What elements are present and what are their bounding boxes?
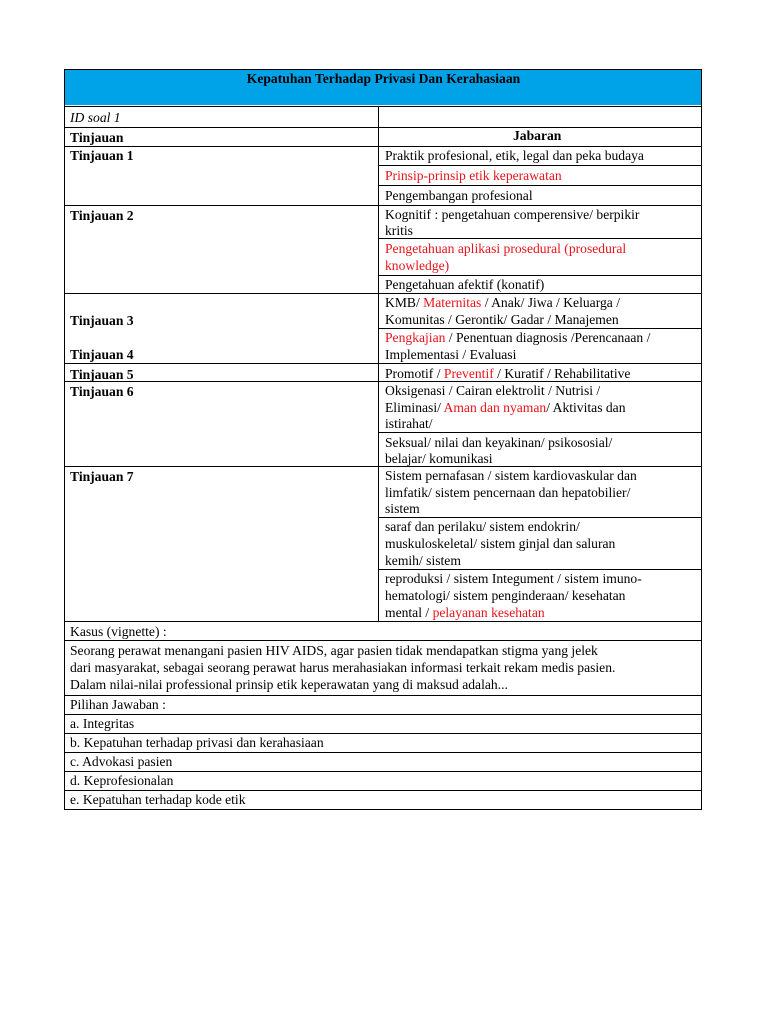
jabaran-3: Pengembangan profesional [385,188,533,203]
option-e[interactable]: e. Kepatuhan terhadap kode etik [70,792,246,807]
tinjauan-2: Tinjauan 2 [70,208,134,223]
jabaran-4-line1: Kognitif : pengetahuan comperensive/ berpikir [385,207,640,222]
pilihan-label: Pilihan Jawaban : [70,697,166,712]
jabaran-9: Promotif / Preventif / Kuratif / Rehabilitative [385,366,631,381]
option-d[interactable]: d. Keprofesionalan [70,773,174,788]
jabaran-6: Pengetahuan afektif (konatif) [385,277,545,292]
kasus-text-line1: Seorang perawat menangani pasien HIV AIDS, agar pasien tidak mendapatkan stigma yang jelek [70,643,598,658]
page-title: Kepatuhan Terhadap Privasi Dan Kerahasiaan [246,71,521,86]
jabaran-11-line2: belajar/ komunikasi [385,451,493,466]
jabaran-12-line2: limfatik/ sistem pencernaan dan hepatobilier/ [385,485,631,500]
jabaran-2: Prinsip-prinsip etik keperawatan [385,168,562,183]
col-header-tinjauan: Tinjauan [70,130,124,145]
kasus-label: Kasus (vignette) : [70,624,167,639]
option-a[interactable]: a. Integritas [70,716,135,731]
jabaran-12-line1: Sistem pernafasan / sistem kardiovaskular dan [385,468,637,483]
tinjauan-4: Tinjauan 4 [70,347,134,362]
jabaran-10-line2: Eliminasi/ Aman dan nyaman/ Aktivitas dan [385,400,626,415]
kasus-text-line2: dari masyarakat, sebagai seorang perawat harus merahasiakan informasi terkait rekam medis pasien. [70,660,616,675]
option-b[interactable]: b. Kepatuhan terhadap privasi dan kerahasiaan [70,735,324,750]
tinjauan-5: Tinjauan 5 [70,367,134,382]
tinjauan-1: Tinjauan 1 [70,148,134,163]
jabaran-7-line1: KMB/ Maternitas / Anak/ Jiwa / Keluarga / [385,295,620,310]
jabaran-13-line1: saraf dan perilaku/ sistem endokrin/ [385,519,580,534]
option-c[interactable]: c. Advokasi pasien [70,754,173,769]
jabaran-14-line1: reproduksi / sistem Integument / sistem imuno- [385,571,642,586]
col-header-jabaran: Jabaran [513,128,562,143]
id-soal: ID soal 1 [70,110,121,125]
tinjauan-3: Tinjauan 3 [70,313,134,328]
jabaran-12-line3: sistem [385,501,420,516]
jabaran-5-line2: knowledge) [385,258,450,273]
tinjauan-6: Tinjauan 6 [70,384,134,399]
kasus-text-line3: Dalam nilai-nilai professional prinsip etik keperawatan yang di maksud adalah... [70,677,508,692]
tinjauan-7: Tinjauan 7 [70,469,134,484]
jabaran-8-line2: Implementasi / Evaluasi [385,347,517,362]
jabaran-14-line2: hematologi/ sistem penginderaan/ kesehatan [385,588,626,603]
jabaran-11-line1: Seksual/ nilai dan keyakinan/ psikososial/ [385,435,613,450]
jabaran-8-line1: Pengkajian / Penentuan diagnosis /Perencanaan / [385,330,651,345]
jabaran-10-line1: Oksigenasi / Cairan elektrolit / Nutrisi / [385,383,601,398]
jabaran-5-line1: Pengetahuan aplikasi prosedural (prosedural [385,241,627,256]
jabaran-13-line3: kemih/ sistem [385,553,461,568]
jabaran-4-line2: kritis [385,223,413,238]
jabaran-7-line2: Komunitas / Gerontik/ Gadar / Manajemen [385,312,619,327]
jabaran-10-line3: istirahat/ [385,416,433,431]
jabaran-13-line2: muskuloskeletal/ sistem ginjal dan saluran [385,536,616,551]
jabaran-1: Praktik profesional, etik, legal dan peka budaya [385,148,644,163]
jabaran-14-line3: mental / pelayanan kesehatan [385,605,545,620]
